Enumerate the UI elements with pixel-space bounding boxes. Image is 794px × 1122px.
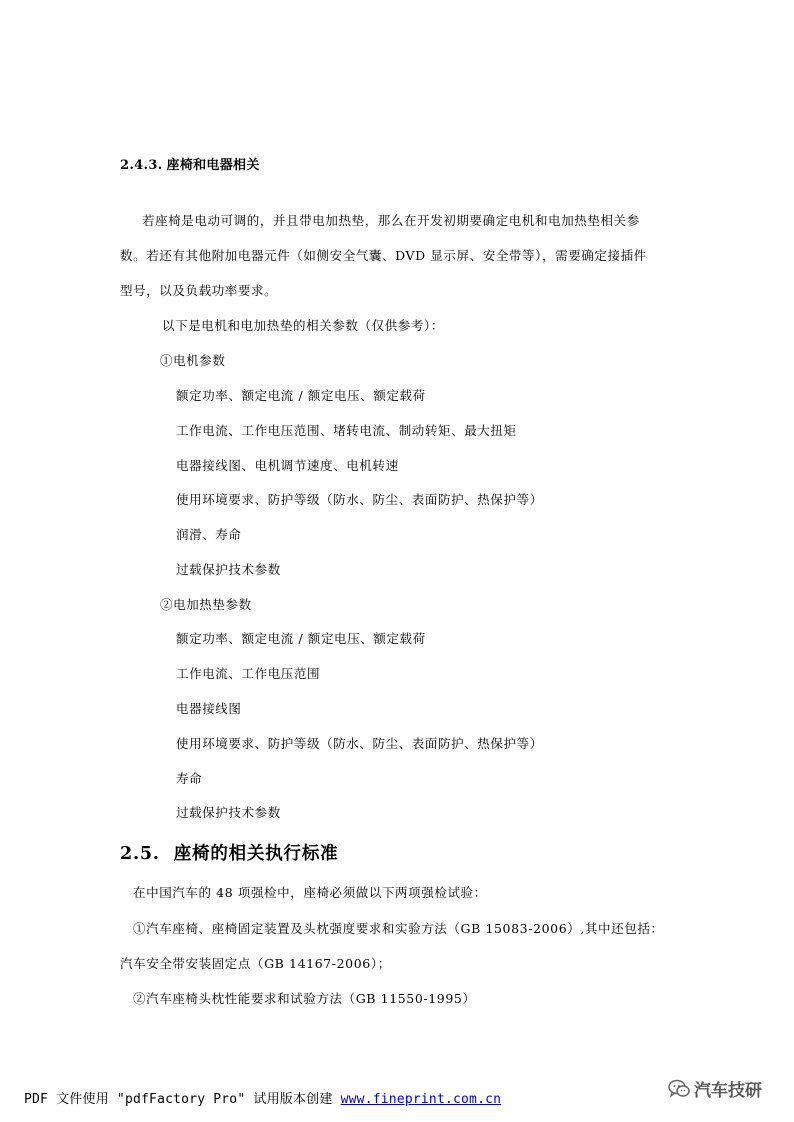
standard-item-2: ②汽车座椅头枕性能要求和试验方法（GB 11550-1995） [133,991,476,1006]
list-item: 寿命 [176,771,203,786]
intro-line-3: 型号，以及负载功率要求。 [120,283,278,298]
list-item: 工作电流、工作电压范围、堵转电流、制动转矩、最大扭矩 [176,423,517,438]
watermark [668,1076,762,1101]
list-item: 工作电流、工作电压范围 [176,666,321,681]
list-item: 额定功率、额定电流 / 额定电压、额定载荷 [176,388,426,403]
standard-item-1: ①汽车座椅、座椅固定装置及头枕强度要求和实验方法（GB 15083-2006）,其中还包括： [133,921,664,936]
list-item: 过载保护技术参数 [176,805,281,820]
section-number: 2.4.3. [120,158,163,173]
list-item: 过载保护技术参数 [176,562,281,577]
section-number: 2.5. [120,844,160,864]
list-item: 使用环境要求、防护等级（防水、防尘、表面防护、热保护等） [176,736,543,751]
wechat-icon [668,1079,690,1099]
intro-line-1: 若座椅是电动可调的，并且带电加热垫，那么在开发初期要确定电机和电加热垫相关参 [142,213,640,228]
section-heading-2-5 [120,843,338,865]
footer-text: PDF 文件使用 "pdfFactory Pro" 试用版本创建 [24,1092,341,1107]
params-intro: 以下是电机和电加热垫的相关参数（仅供参考）： [162,318,444,333]
section-title: 座椅和电器相关 [166,158,260,173]
section-heading-2-4-3 [120,158,260,174]
pdf-footer [24,1092,501,1108]
footer-link[interactable]: www.fineprint.com.cn [340,1092,502,1107]
list-item: 额定功率、额定电流 / 额定电压、额定载荷 [176,631,426,646]
list-item: 使用环境要求、防护等级（防水、防尘、表面防护、热保护等） [176,492,543,507]
watermark-text: 汽车技研 [694,1081,762,1101]
list-item: 润滑、寿命 [176,527,242,542]
standards-intro: 在中国汽车的 48 项强检中，座椅必须做以下两项强检试验： [133,885,487,900]
heater-heading: ②电加热垫参数 [160,597,252,612]
list-item: 电器接线图、电机调节速度、电机转速 [176,458,399,473]
standard-item-1-cont: 汽车安全带安装固定点（GB 14167-2006）； [120,956,391,971]
intro-line-2: 数。若还有其他附加电器元件（如侧安全气囊、DVD 显示屏、安全带等），需要确定接插件 [120,248,647,263]
motor-heading: ①电机参数 [160,353,226,368]
list-item: 电器接线图 [176,701,242,716]
section-title: 座椅的相关执行标准 [173,844,339,864]
